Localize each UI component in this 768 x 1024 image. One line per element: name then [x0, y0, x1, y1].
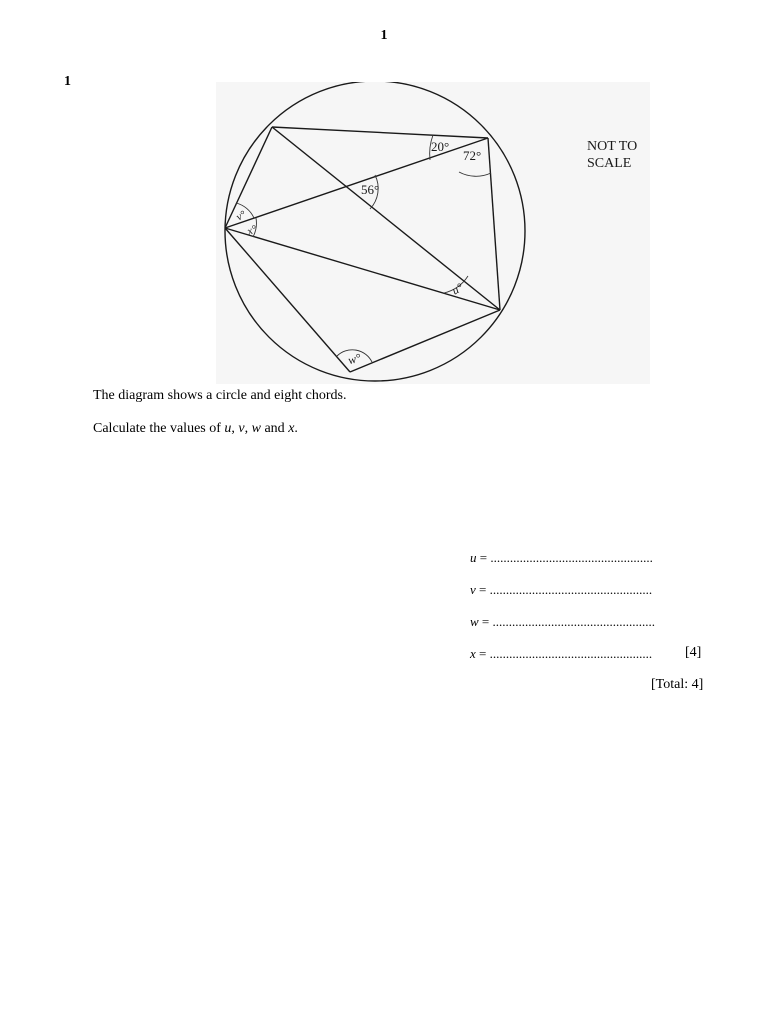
answer-line-u[interactable]: [470, 550, 653, 566]
answer-equals: =: [475, 582, 490, 597]
var-w: w: [251, 421, 261, 436]
answer-line-w[interactable]: [470, 614, 655, 630]
answer-line-v[interactable]: [470, 582, 652, 598]
marks-label: [4]: [685, 645, 702, 660]
answer-equals: =: [476, 550, 491, 565]
and-text: and: [260, 421, 289, 436]
angle-label-56: 56°: [361, 182, 380, 197]
answer-dots: ..................................................: [489, 582, 653, 597]
not-to-scale-line1: NOT TO: [587, 139, 638, 154]
answer-equals: =: [475, 646, 490, 661]
total-marks-label: [Total: 4]: [651, 677, 704, 692]
end-period: .: [294, 421, 298, 436]
answer-var: x: [470, 646, 476, 661]
question-number: 1: [64, 74, 71, 89]
answer-line-x[interactable]: [470, 646, 652, 662]
answer-dots: ..................................................: [489, 646, 653, 661]
instruction-prefix: Calculate the values of: [93, 421, 225, 436]
angle-label-x: x°: [245, 223, 259, 238]
angle-label-w: w°: [346, 350, 363, 368]
answer-var: v: [470, 582, 476, 597]
var-u: u: [224, 421, 232, 436]
angle-label-72: 72°: [463, 148, 482, 163]
answer-dots: ..................................................: [492, 614, 656, 629]
separator: ,: [244, 421, 252, 436]
angle-label-v: v°: [234, 208, 249, 224]
circle-chords-diagram: [216, 82, 650, 384]
angle-label-u: u°: [449, 280, 466, 298]
question-instruction-text: [93, 421, 298, 437]
answer-dots: ..................................................: [490, 550, 653, 565]
var-v: v: [238, 421, 245, 436]
answer-equals: =: [478, 614, 493, 629]
not-to-scale-line2: SCALE: [587, 156, 632, 171]
angle-label-20: 20°: [431, 139, 450, 154]
var-x: x: [288, 421, 295, 436]
answer-var: u: [470, 550, 477, 565]
page-number: 1: [380, 28, 388, 43]
separator: ,: [231, 421, 239, 436]
answer-var: w: [470, 614, 479, 629]
question-intro-text: The diagram shows a circle and eight chords.: [93, 388, 347, 403]
